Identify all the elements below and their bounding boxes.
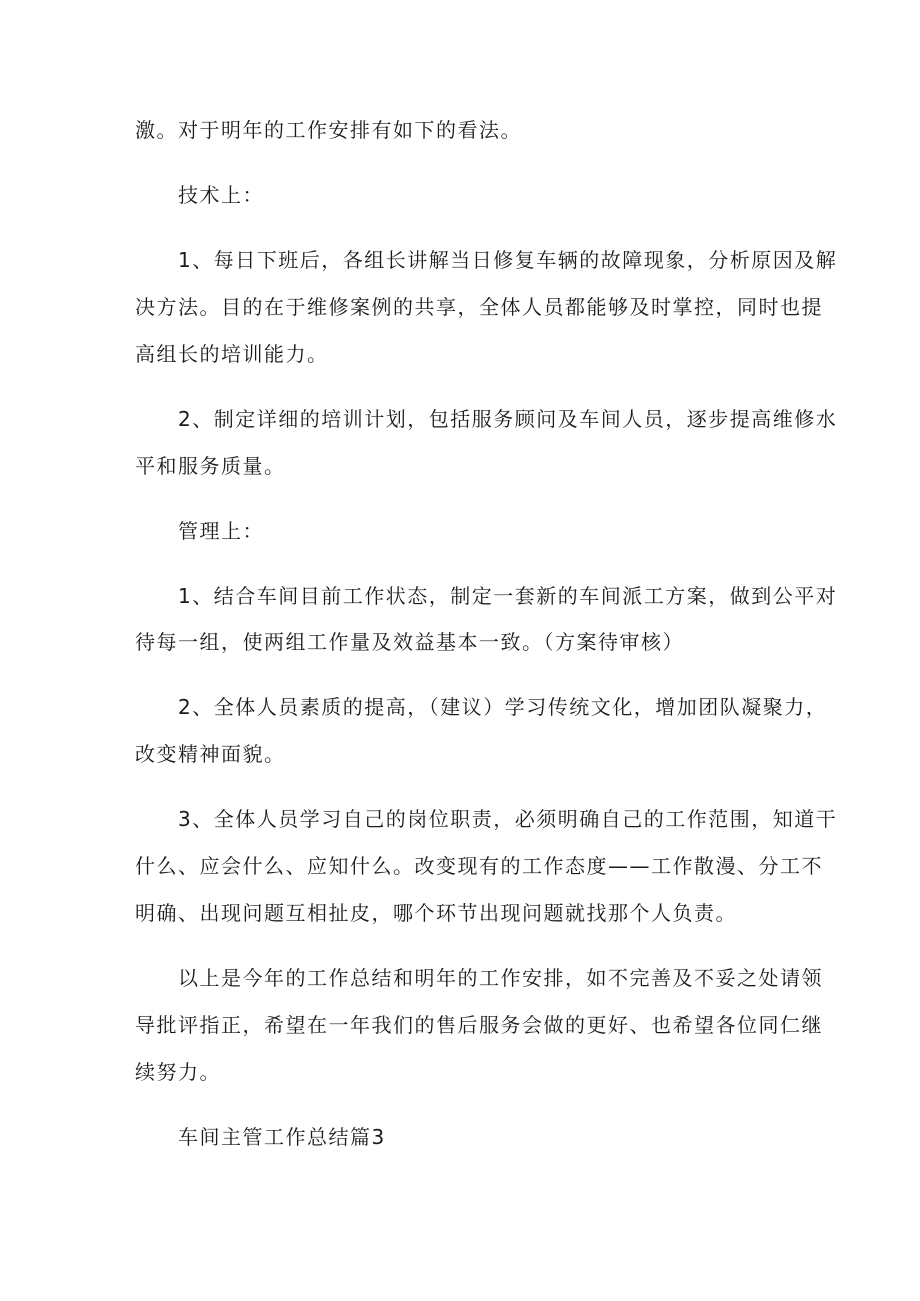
section-title: 车间主管工作总结篇3 — [178, 1125, 386, 1149]
paragraph-line: 1、结合车间目前工作状态，制定一套新的车间派工方案，做到公平对 — [178, 584, 838, 608]
paragraph-line: 明确、出现问题互相扯皮，哪个环节出现问题就找那个人负责。 — [135, 901, 737, 925]
paragraph-line: 1、每日下班后，各组长讲解当日修复车辆的故障现象，分析原因及解 — [178, 248, 838, 272]
paragraph-line: 改变精神面貌。 — [135, 742, 286, 766]
paragraph-line: 2、制定详细的培训计划，包括服务顾问及车间人员，逐步提高维修水 — [178, 407, 838, 431]
section-heading-technical: 技术上： — [178, 183, 264, 207]
paragraph-line: 2、全体人员素质的提高，（建议）学习传统文化，增加团队凝聚力， — [178, 695, 828, 719]
paragraph-line: 以上是今年的工作总结和明年的工作安排，如不完善及不妥之处请领 — [178, 966, 823, 990]
paragraph-line: 高组长的培训能力。 — [135, 342, 329, 366]
paragraph-line: 决方法。目的在于维修案例的共享，全体人员都能够及时掌控，同时也提 — [135, 295, 823, 319]
paragraph-line: 3、全体人员学习自己的岗位职责，必须明确自己的工作范围，知道干 — [178, 807, 838, 831]
paragraph-line: 续努力。 — [135, 1060, 221, 1084]
paragraph-line: 平和服务质量。 — [135, 454, 286, 478]
paragraph-line: 导批评指正，希望在一年我们的售后服务会做的更好、也希望各位同仁继 — [135, 1013, 823, 1037]
paragraph-line: 什么、应会什么、应知什么。改变现有的工作态度——工作散漫、分工不 — [135, 854, 823, 878]
section-heading-management: 管理上： — [178, 519, 264, 543]
paragraph-line: 激。对于明年的工作安排有如下的看法。 — [135, 118, 522, 142]
paragraph-line: 待每一组，使两组工作量及效益基本一致。（方案待审核） — [135, 630, 684, 654]
